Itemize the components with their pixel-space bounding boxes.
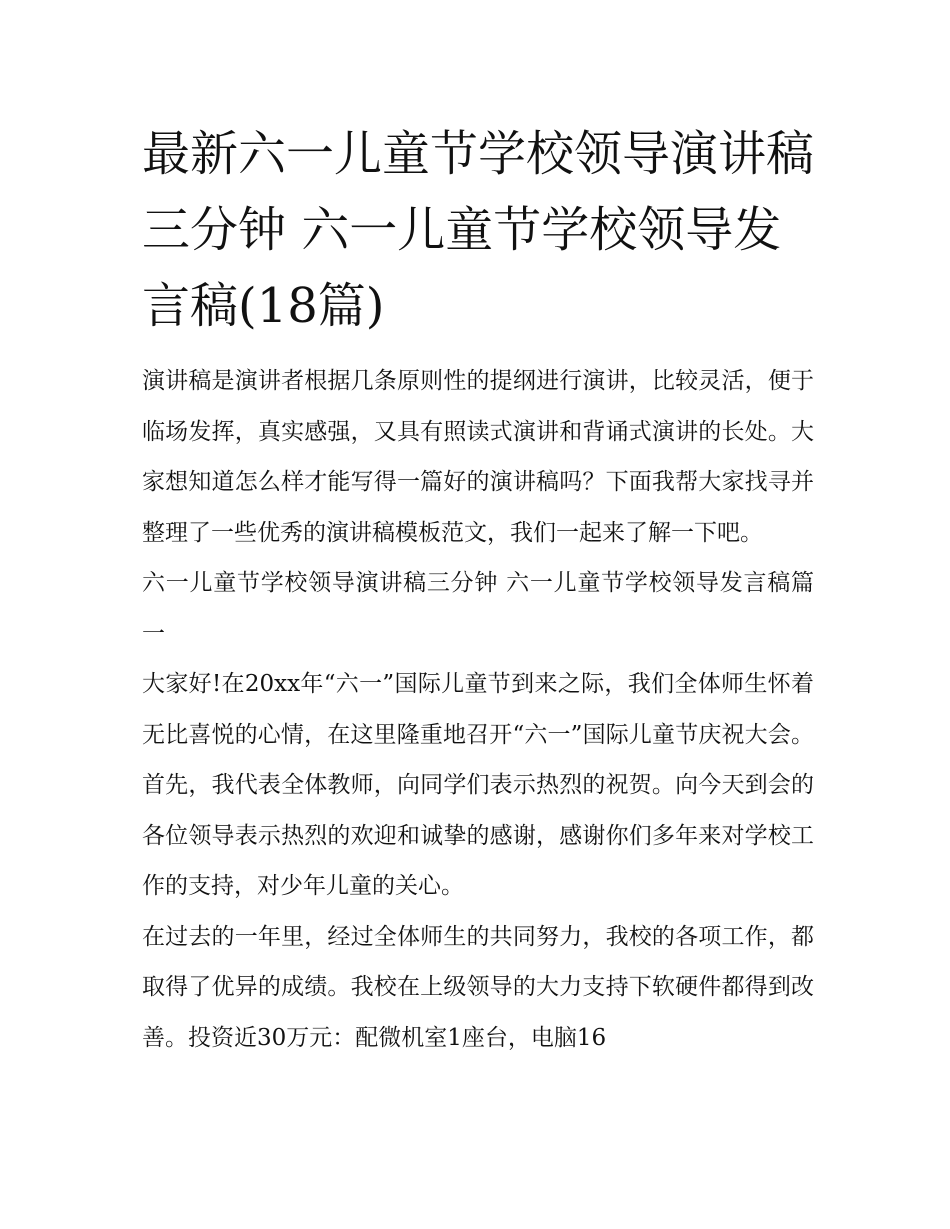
intro-paragraph: 演讲稿是演讲者根据几条原则性的提纲进行演讲，比较灵活，便于临场发挥，真实感强，又具有照读式演讲和背诵式演讲的长处。大家想知道怎么样才能写得一篇好的演讲稿吗？下面我帮大家找寻并整理了一些优秀的演讲稿模板范文，我们一起来了解一下吧。 [142, 368, 814, 546]
body-paragraph: 在过去的一年里，经过全体师生的共同努力，我校的各项工作，都取得了优异的成绩。我校在上级领导的大力支持下软硬件都得到改善。投资近30万元：配微机室1座台，电脑16 [142, 923, 814, 1051]
body-paragraph: 大家好!在20xx年“六一”国际儿童节到来之际，我们全体师生怀着无比喜悦的心情，在这里隆重地召开“六一”国际儿童节庆祝大会。首先，我代表全体教师，向同学们表示热烈的祝贺。向今天到会的各位领导表示热烈的欢迎和诚挚的感谢，感谢你们多年来对学校工作的支持，对少年儿童的关心。 [142, 671, 814, 899]
document-title: 最新六一儿童节学校领导演讲稿三分钟 六一儿童节学校领导发言稿(18篇) [142, 126, 815, 334]
section-heading: 六一儿童节学校领导演讲稿三分钟 六一儿童节学校领导发言稿篇一 [142, 570, 814, 647]
document-body [142, 116, 814, 1063]
